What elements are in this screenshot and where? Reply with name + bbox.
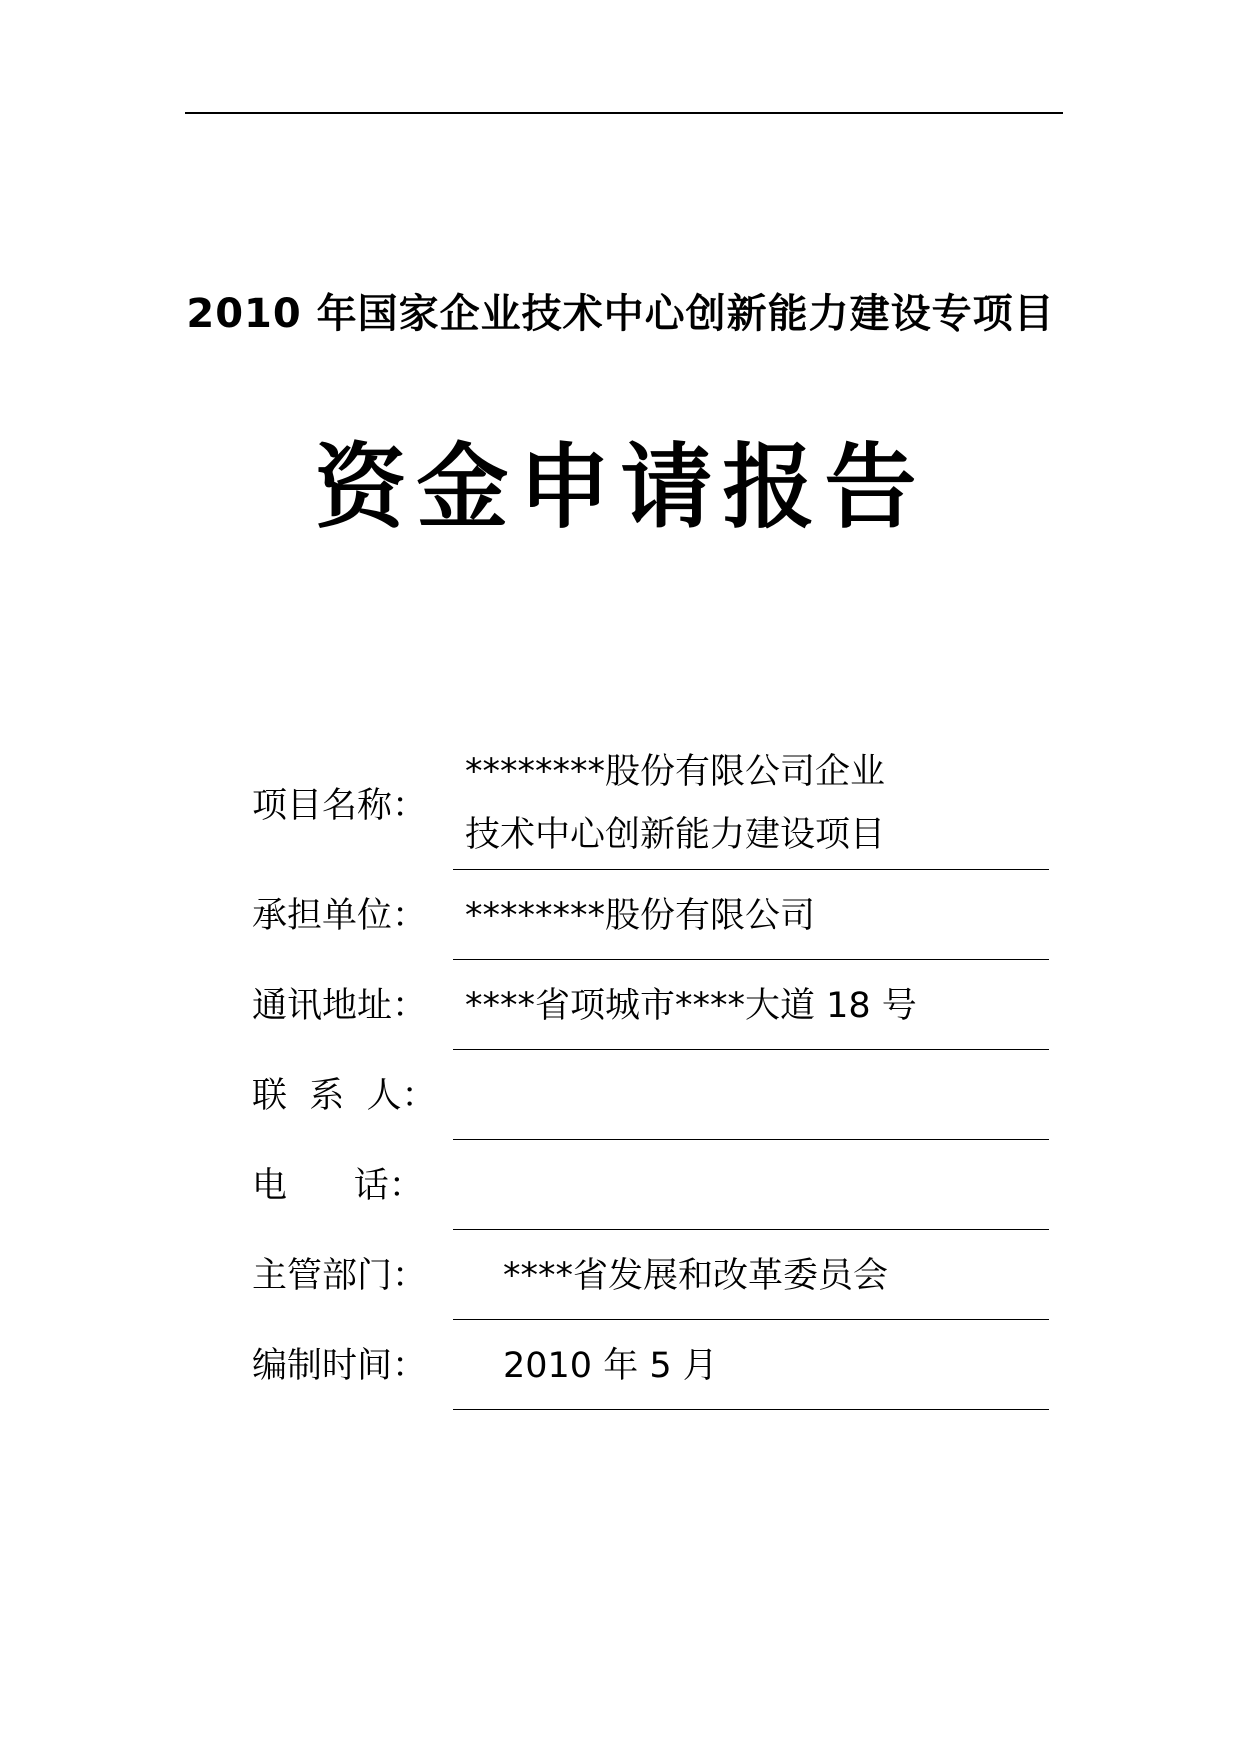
- header-rule: [185, 112, 1063, 114]
- supervising-dept-label: 主管部门：: [252, 1256, 428, 1296]
- compile-date-underline: [453, 1409, 1049, 1410]
- compile-date-value: 2010 年 5 月: [503, 1346, 718, 1386]
- address-underline: [453, 1049, 1049, 1050]
- project-name-label: 项目名称：: [252, 786, 428, 826]
- document-title: 资金申请报告: [314, 433, 927, 541]
- project-name-value-line2: 技术中心创新能力建设项目: [465, 815, 886, 855]
- address-value: ****省项城市****大道 18 号: [465, 986, 917, 1026]
- phone-underline: [453, 1229, 1049, 1230]
- undertaking-unit-underline: [453, 959, 1049, 960]
- project-name-underline: [453, 869, 1049, 870]
- contact-person-label: 联 系 人：: [252, 1076, 437, 1116]
- document-subtitle: 2010 年国家企业技术中心创新能力建设专项目: [186, 291, 1055, 337]
- undertaking-unit-label: 承担单位：: [252, 896, 428, 936]
- address-label: 通讯地址：: [252, 986, 428, 1026]
- phone-label: 电 话：: [252, 1166, 424, 1206]
- compile-date-label: 编制时间：: [252, 1346, 428, 1386]
- supervising-dept-underline: [453, 1319, 1049, 1320]
- contact-person-underline: [453, 1139, 1049, 1140]
- supervising-dept-value: ****省发展和改革委员会: [503, 1256, 889, 1296]
- project-name-value-line1: ********股份有限公司企业: [465, 752, 886, 792]
- undertaking-unit-value: ********股份有限公司: [465, 896, 816, 936]
